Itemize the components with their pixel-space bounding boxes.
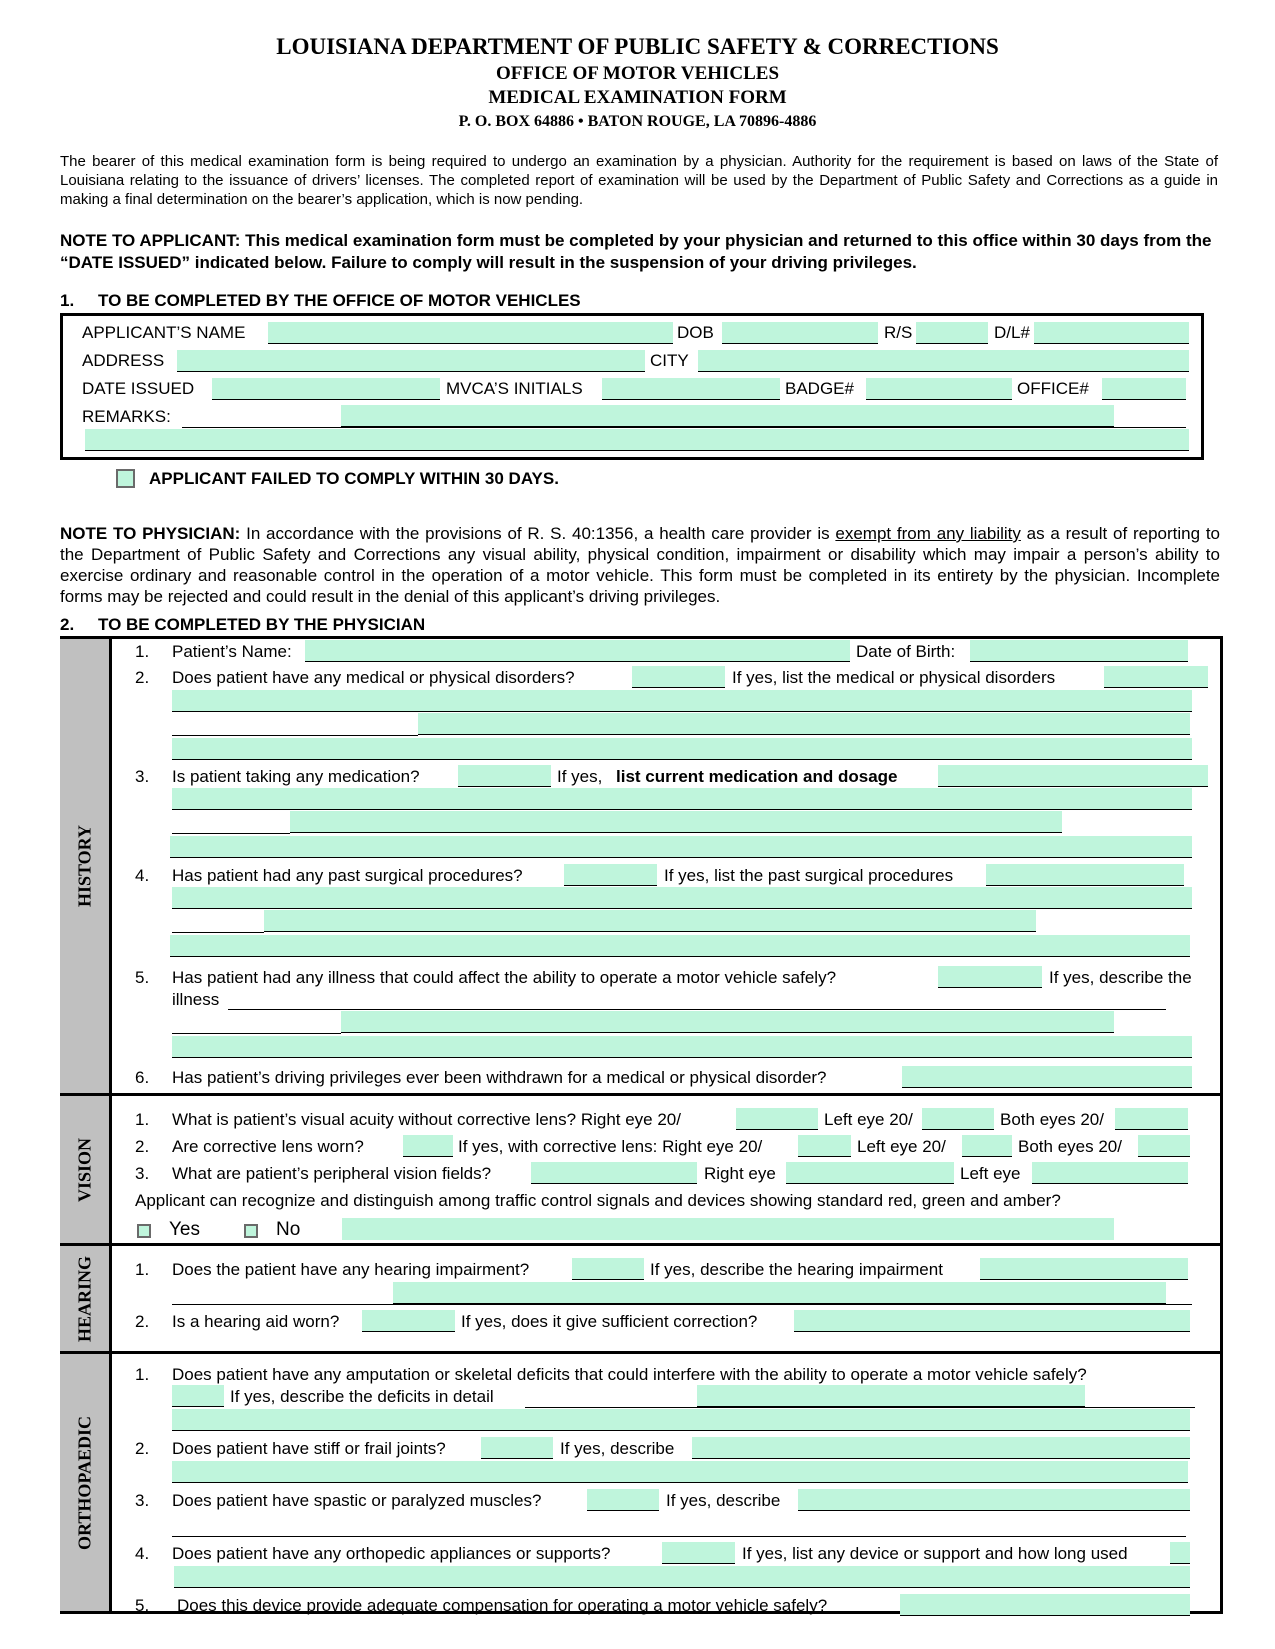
hearing-impairment-field-2[interactable] [393,1282,1166,1304]
note-physician-text-2: as a result of reporting to the Department of Public Safety and Corrections any visual ability, physical condition, impairment or disability which may impair a person’s ability to exercise ordinary and reasonable control in the operation of a motor vehicle. This form must be completed in its entirety by the physician. Incomplete forms may be rejected and could result in the denial of this applicant’s driving privileges. [60,524,1220,606]
surgical-field-4[interactable] [170,935,1190,957]
city-label: CITY [650,351,689,370]
history-q3-label: Is patient taking any medication? [172,767,420,786]
address-field[interactable] [177,350,645,372]
orthopaedic-label: ORTHOPAEDIC [74,1415,94,1550]
stiff-joints-field-1[interactable] [692,1437,1190,1459]
mvca-initials-field[interactable] [602,378,780,400]
history-q3-number: 3. [135,767,150,786]
surgical-field-3[interactable] [264,910,1036,932]
hearing-label: HEARING [74,1255,94,1342]
signals-remarks-field[interactable] [342,1218,1114,1240]
mvca-initials-label: MVCA’S INITIALS [446,379,583,398]
vision-label: VISION [74,1137,94,1202]
medication-yesno-field[interactable] [458,765,551,787]
hearing-aid-yesno-field[interactable] [362,1310,455,1332]
ortho-q1b-label: If yes, describe the deficits in detail [230,1387,494,1406]
ortho-q4b-label: If yes, list any device or support and how long used [742,1544,1128,1563]
spastic-muscles-underline [172,1536,1186,1537]
rs-field[interactable] [916,322,988,344]
history-q5-label: Has patient had any illness that could affect the ability to operate a motor vehicle safely? [172,968,837,987]
history-q6-label: Has patient’s driving privileges ever been withdrawn for a medical or physical disorder? [172,1068,827,1087]
vision-q1b-label: Left eye 20/ [824,1110,913,1129]
signals-yes-label: Yes [169,1219,200,1240]
device-compensation-field[interactable] [900,1594,1190,1616]
signals-no-checkbox[interactable] [244,1224,258,1238]
vision-sidebar [60,1096,112,1243]
intro-paragraph: The bearer of this medical examination form is being required to undergo an examination by a physician. Authority for the requirement is based on laws of the State of Louisiana relating to the issuance of drivers’ licenses. The completed report of examination will be used by the Department of Public Safety and Corrections as a guide in making a final determination on the bearer’s application, which is now pending. [60,153,1218,208]
history-q3c-label: list current medication and dosage [616,767,898,786]
hearing-impairment-yesno-field[interactable] [572,1258,644,1280]
ortho-q2-number: 2. [135,1439,150,1458]
mailing-address: P. O. BOX 64886 • BATON ROUGE, LA 70896-4886 [458,113,817,130]
history-q5c-label: illness [172,990,220,1009]
history-q4-label: Has patient had any past surgical procedures? [172,866,523,885]
section2-number: 2. [60,615,75,634]
dob-label: DOB [677,323,714,342]
peripheral-right-eye-field[interactable] [786,1162,954,1184]
form-title: MEDICAL EXAMINATION FORM [488,87,787,108]
amputation-yesno-field[interactable] [172,1385,224,1407]
office-field[interactable] [1102,378,1186,400]
history-q6-number: 6. [135,1068,150,1087]
vision-q4-label: Applicant can recognize and distinguish among traffic control signals and devices showing standard red, green and amber? [135,1191,1061,1210]
vision-q2-number: 2. [135,1137,150,1156]
illness-underline-2 [172,1033,341,1034]
stiff-joints-yesno-field[interactable] [481,1437,553,1459]
ortho-q2b-label: If yes, describe [560,1439,675,1458]
corrected-left-eye-field[interactable] [962,1135,1012,1157]
history-q4-number: 4. [135,866,150,885]
orthopedic-appliances-yesno-field[interactable] [662,1542,735,1564]
history-q2-number: 2. [135,668,150,687]
remarks-label: REMARKS: [82,407,171,426]
ortho-q4-number: 4. [135,1544,150,1563]
history-q1b-label: Date of Birth: [856,642,956,661]
medical-disorders-field-4[interactable] [172,738,1192,760]
history-q2-label: Does patient have any medical or physical disorders? [172,668,575,687]
note-physician-underlined: exempt from any liability [835,524,1021,543]
history-q1-number: 1. [135,642,150,661]
history-sidebar [60,639,112,1093]
badge-label: BADGE# [785,379,854,398]
dl-field[interactable] [1034,322,1189,344]
vision-q3b-label: Right eye [704,1164,776,1183]
vision-q3-label: What are patient’s peripheral vision fields? [172,1164,492,1183]
peripheral-fields-field[interactable] [531,1162,697,1184]
history-vision-divider [60,1093,1223,1096]
medical-disorders-yesno-field[interactable] [632,666,725,688]
ortho-q3-number: 3. [135,1491,150,1510]
failed-to-comply-label: APPLICANT FAILED TO COMPLY WITHIN 30 DAYS. [149,469,559,488]
corrected-both-eyes-field[interactable] [1138,1135,1190,1157]
hearing-impairment-field-1[interactable] [980,1258,1188,1280]
patient-dob-field[interactable] [970,640,1188,662]
hearing-q2-label: Is a hearing aid worn? [172,1312,340,1331]
medical-disorders-underline [172,735,418,736]
illness-field-2[interactable] [172,1036,1192,1058]
acuity-both-eyes-field[interactable] [1115,1108,1188,1130]
ortho-q4-label: Does patient have any orthopedic appliances or supports? [172,1544,611,1563]
surgical-yesno-field[interactable] [564,864,657,886]
ortho-q5-number: 5. [135,1596,150,1615]
section1-number: 1. [60,291,75,310]
ortho-q3b-label: If yes, describe [666,1491,781,1510]
orthopedic-appliances-field-2[interactable] [174,1566,1190,1588]
spastic-muscles-yesno-field[interactable] [587,1489,659,1511]
hearing-q1-label: Does the patient have any hearing impairment? [172,1260,530,1279]
address-label: ADDRESS [82,351,165,370]
rs-label: R/S [884,323,913,342]
hearing-aid-correction-field[interactable] [794,1310,1190,1332]
vision-q3-number: 3. [135,1164,150,1183]
vision-q2b-label: If yes, with corrective lens: Right eye 20/ [458,1137,763,1156]
ortho-q1-label: Does patient have any amputation or skeletal deficits that could interfere with the ability to operate a motor vehicle safely? [172,1365,1087,1384]
medication-field-3[interactable] [290,811,1062,833]
vision-hearing-divider [60,1243,1223,1246]
signals-yes-checkbox[interactable] [137,1224,151,1238]
medical-disorders-field-1[interactable] [1104,666,1208,688]
illness-yesno-field[interactable] [938,966,1042,988]
spastic-muscles-field-1[interactable] [798,1489,1190,1511]
remarks-field-1[interactable] [341,405,1114,427]
history-q1-label: Patient’s Name: [172,642,292,661]
medication-field-1[interactable] [938,765,1208,787]
vision-q2-label: Are corrective lens worn? [172,1137,364,1156]
history-q2b-label: If yes, list the medical or physical disorders [732,668,1056,687]
deficits-field-2[interactable] [172,1409,1190,1431]
date-issued-field[interactable] [212,378,440,400]
note-to-applicant: NOTE TO APPLICANT: This medical examination form must be completed by your physician and returned to this office within 30 days from the “DATE ISSUED” indicated below. Failure to comply will result in the suspension of your driving privileges. [60,231,1212,272]
illness-underline [228,1009,1166,1010]
agency-title: LOUISIANA DEPARTMENT OF PUBLIC SAFETY & CORRECTIONS [276,34,999,59]
section2-title-text: TO BE COMPLETED BY THE PHYSICIAN [98,615,426,634]
signals-no-label: No [276,1219,301,1240]
surgical-field-1[interactable] [986,864,1184,886]
office-label: OFFICE# [1017,379,1089,398]
ortho-q5-label: Does this device provide adequate compensation for operating a motor vehicle safely? [177,1596,828,1615]
hearing-q1-number: 1. [135,1260,150,1279]
acuity-left-eye-field[interactable] [922,1108,994,1130]
section2-title [60,615,425,635]
section1-title [60,291,581,311]
failed-to-comply-checkbox[interactable] [116,469,135,488]
badge-field[interactable] [866,378,1012,400]
vision-q1-number: 1. [135,1110,150,1129]
hearing-q1b-label: If yes, describe the hearing impairment [650,1260,943,1279]
dob-field[interactable] [722,322,878,344]
note-physician-label: NOTE TO PHYSICIAN: [60,524,241,543]
surgical-field-2[interactable] [172,887,1192,909]
orthopedic-appliances-field-1[interactable] [1170,1542,1190,1564]
vision-q2d-label: Both eyes 20/ [1018,1137,1122,1156]
peripheral-left-eye-field[interactable] [1032,1162,1188,1184]
history-q3b-label: If yes, [557,767,603,786]
hearing-ortho-divider [60,1351,1223,1354]
dl-label: D/L# [994,323,1030,342]
hearing-impairment-underline [172,1304,1192,1305]
vision-q1-label: What is patient’s visual acuity without corrective lens? Right eye 20/ [172,1110,681,1129]
vision-q1c-label: Both eyes 20/ [1000,1110,1104,1129]
history-label: HISTORY [74,824,94,908]
note-physician-text-1: In accordance with the provisions of R. S. 40:1356, a health care provider is [240,524,836,543]
ortho-q1-number: 1. [135,1365,150,1384]
vision-q2c-label: Left eye 20/ [857,1137,946,1156]
office-title: OFFICE OF MOTOR VEHICLES [495,63,780,84]
remarks-field-2[interactable] [85,429,1189,451]
city-field[interactable] [698,350,1189,372]
hearing-sidebar [60,1246,112,1351]
stiff-joints-field-2[interactable] [172,1461,1188,1483]
hearing-q2-number: 2. [135,1312,150,1331]
history-q4b-label: If yes, list the past surgical procedures [664,866,954,885]
deficits-underline [525,1407,1195,1408]
illness-field-1[interactable] [341,1011,1114,1033]
hearing-q2b-label: If yes, does it give sufficient correction? [461,1312,758,1331]
applicant-name-field[interactable] [268,322,673,344]
medical-disorders-field-2[interactable] [172,690,1192,712]
corrective-lens-yesno-field[interactable] [403,1135,453,1157]
medical-disorders-field-3[interactable] [418,713,1190,735]
history-q5b-label: If yes, describe the [1049,968,1192,987]
surgical-underline [172,932,264,933]
ortho-q3-label: Does patient have spastic or paralyzed muscles? [172,1491,542,1510]
corrected-right-eye-field[interactable] [798,1135,851,1157]
note-to-physician [60,523,1220,607]
privileges-withdrawn-field[interactable] [902,1066,1192,1088]
date-issued-label: DATE ISSUED [82,379,195,398]
section1-title-text: TO BE COMPLETED BY THE OFFICE OF MOTOR VEHICLES [98,291,581,310]
medication-field-2[interactable] [172,788,1192,810]
history-q5-number: 5. [135,968,150,987]
medication-underline [172,833,290,834]
remarks-underline [182,427,1186,428]
deficits-field-1[interactable] [697,1385,1085,1407]
acuity-right-eye-field[interactable] [736,1108,818,1130]
medication-field-4[interactable] [170,836,1192,858]
applicant-name-label: APPLICANT’S NAME [82,323,246,342]
vision-q3c-label: Left eye [960,1164,1021,1183]
orthopaedic-sidebar [60,1354,112,1611]
ortho-q2-label: Does patient have stiff or frail joints? [172,1439,446,1458]
patient-name-field[interactable] [305,640,850,662]
